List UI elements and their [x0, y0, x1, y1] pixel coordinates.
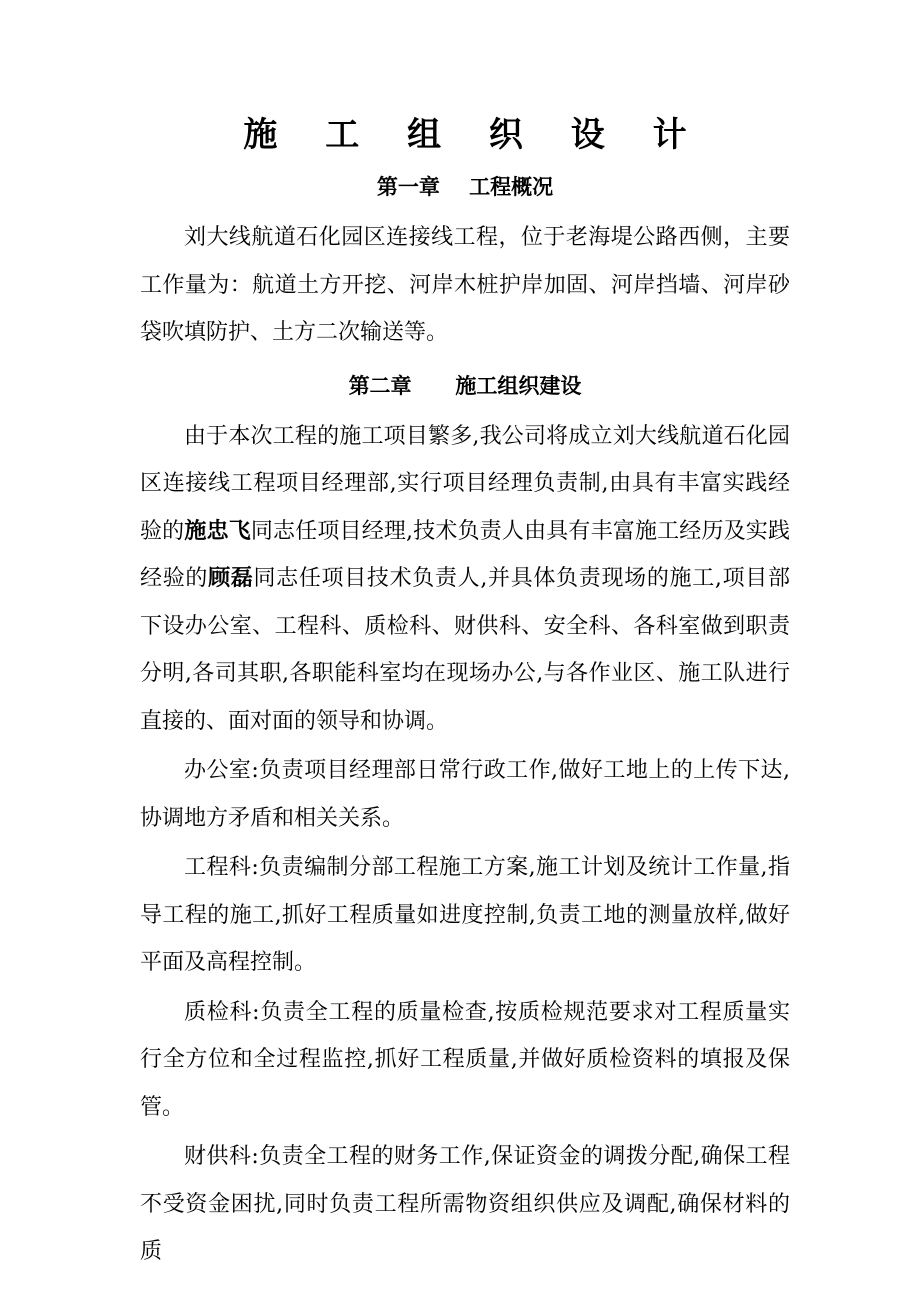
chapter-1-paragraph-1: 刘大线航道石化园区连接线工程，位于老海堤公路西侧，主要工作量为：航道土方开挖、河岸木桩护岸加固、河岸挡墙、河岸砂袋吹填防护、土方二次输送等。: [140, 225, 790, 345]
quality-dept-paragraph: 质检科:负责全工程的质量检查,按质检规范要求对工程质量实行全方位和全过程监控,抓好工程质量,并做好质检资料的填报及保管。: [140, 999, 790, 1120]
finance-supply-dept-paragraph: 财供科:负责全工程的财务工作,保证资金的调拨分配,确保工程不受资金困扰,同时负责工程所需物资组织供应及调配,确保材料的质: [140, 1144, 790, 1264]
chapter-2-heading: 第二章 施工组织建设: [348, 372, 582, 398]
technical-lead-name: 顾磊: [208, 565, 254, 591]
document-title: 施 工 组 织 设 计: [243, 115, 705, 155]
chapter-2-intro-paragraph: [140, 413, 790, 746]
document-page: [140, 110, 790, 1278]
office-duties-paragraph: 办公室:负责项目经理部日常行政工作,做好工地上的上传下达,协调地方矛盾和相关关系。: [140, 758, 790, 831]
engineering-dept-paragraph: 工程科:负责编制分部工程施工方案,施工计划及统计工作量,指导工程的施工,抓好工程质量如进度控制,负责工地的测量放样,做好平面及高程控制。: [140, 855, 790, 975]
intro-text-part-2: 同志任项目经理,技术负责人由具有丰富施工经历及实践经验的: [140, 518, 790, 591]
intro-text-part-3: 同志任项目技术负责人,并具体负责现场的施工,项目部下设办公室、工程科、质检科、财供科、安全科、各科室做到职责分明,各司其职,各职能科室均在现场办公,与各作业区、施工队进行直接的、面对面的领导和协调。: [140, 566, 790, 734]
chapter-1-heading: 第一章 工程概况: [376, 174, 554, 199]
intro-text-part-1: 由于本次工程的施工项目繁多,我公司将成立刘大线航道石化园区连接线工程项目经理部,实行项目经理负责制,由具有丰富实践经验的: [140, 423, 790, 544]
project-manager-name: 施忠飞: [184, 517, 251, 544]
